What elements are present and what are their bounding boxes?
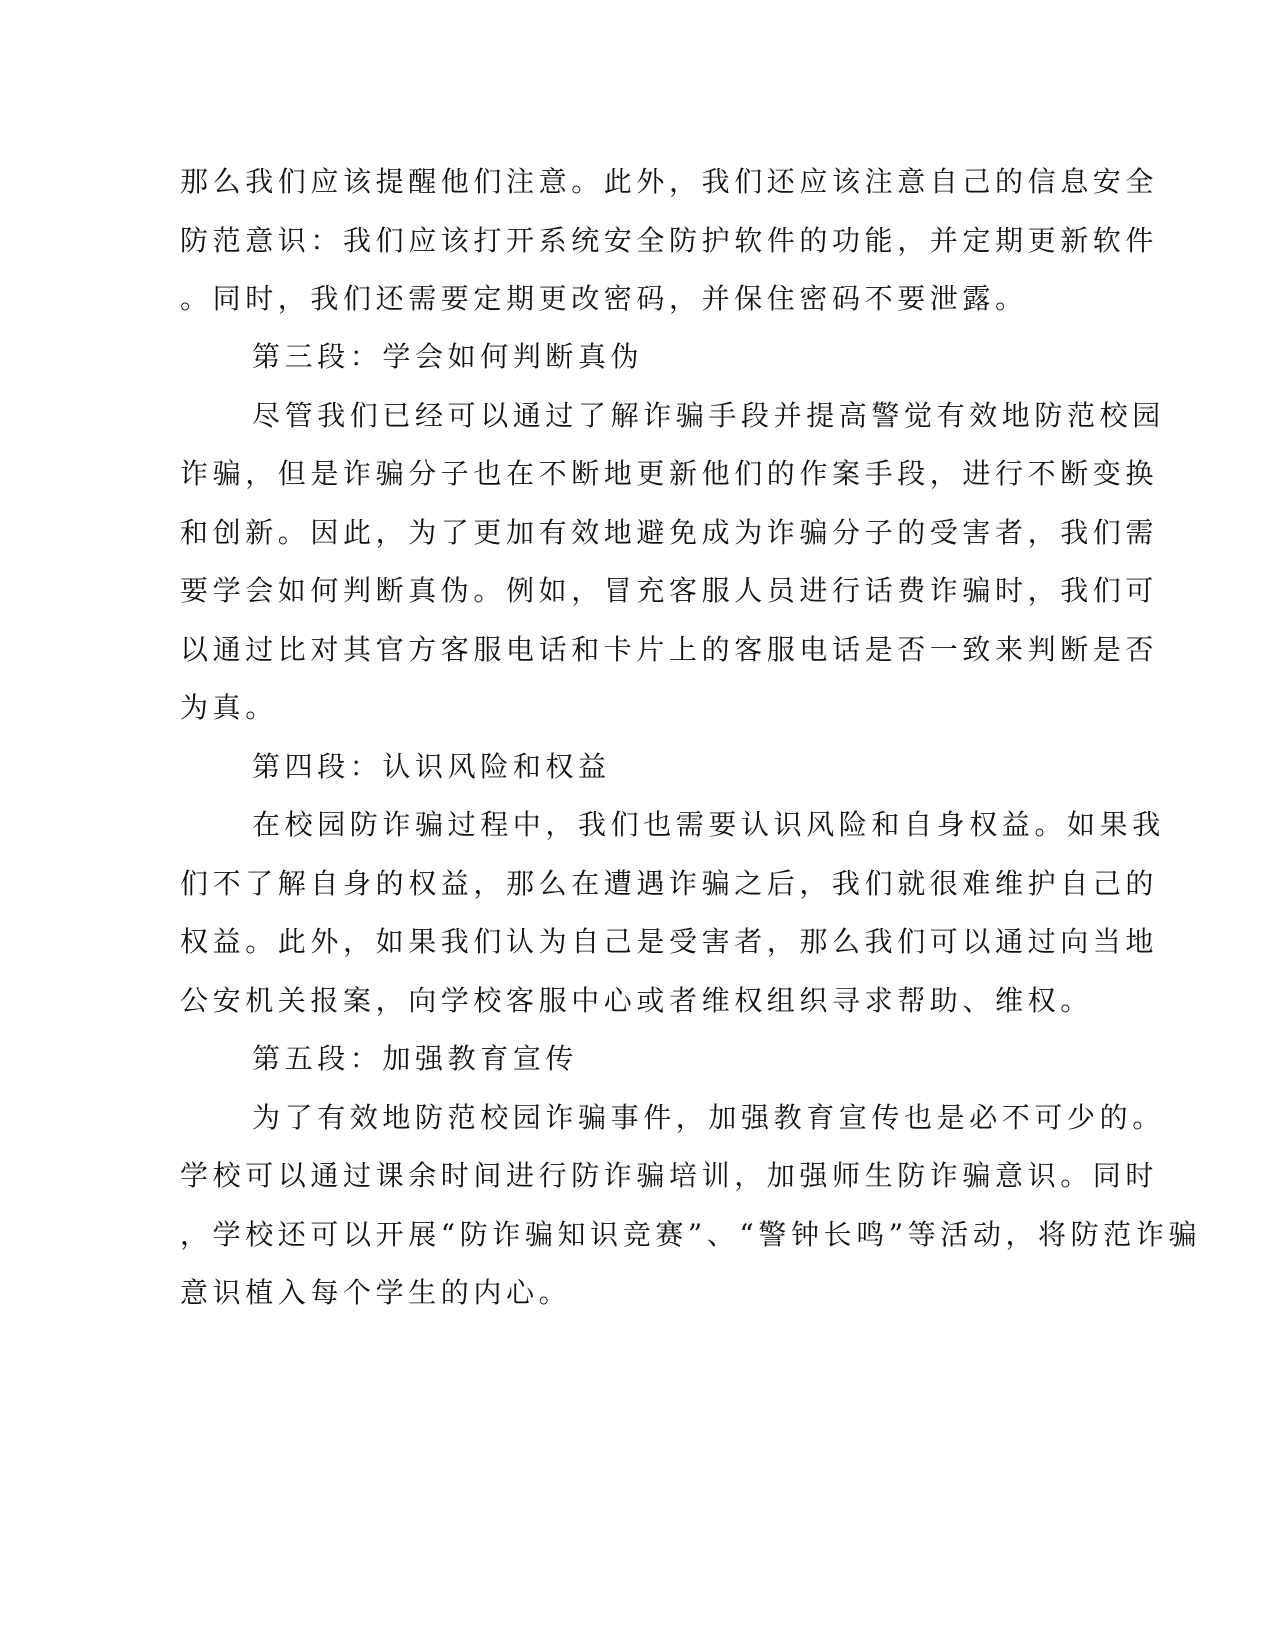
section-heading: 第四段：认识风险和权益 <box>252 750 611 783</box>
text-line: 和创新。因此，为了更加有效地避免成为诈骗分子的受害者，我们需 <box>180 516 1159 549</box>
text-line: 们不了解自身的权益，那么在遭遇诈骗之后，我们就很难维护自己的 <box>180 867 1159 900</box>
text-line: 权益。此外，如果我们认为自己是受害者，那么我们可以通过向当地 <box>180 925 1159 958</box>
text-line: 公安机关报案，向学校客服中心或者维权组织寻求帮助、维权。 <box>180 984 1093 1017</box>
text-line: 为了有效地防范校园诈骗事件，加强教育宣传也是必不可少的。 <box>252 1101 1165 1134</box>
section-heading: 第五段：加强教育宣传 <box>252 1042 579 1075</box>
text-line: ，学校还可以开展“防诈骗知识竞赛”、“警钟长鸣”等活动，将防范诈骗 <box>180 1218 1202 1251</box>
text-line: 为真。 <box>180 691 278 724</box>
text-line: 在校园防诈骗过程中，我们也需要认识风险和自身权益。如果我 <box>252 808 1165 841</box>
section-heading: 第三段：学会如何判断真伪 <box>252 340 644 373</box>
text-line: 尽管我们已经可以通过了解诈骗手段并提高警觉有效地防范校园 <box>252 399 1165 432</box>
text-line: 意识植入每个学生的内心。 <box>180 1276 572 1309</box>
text-line: 要学会如何判断真伪。例如，冒充客服人员进行话费诈骗时，我们可 <box>180 574 1159 607</box>
text-line: 防范意识：我们应该打开系统安全防护软件的功能，并定期更新软件 <box>180 224 1159 257</box>
text-line: 学校可以通过课余时间进行防诈骗培训，加强师生防诈骗意识。同时 <box>180 1159 1159 1192</box>
text-line: 诈骗，但是诈骗分子也在不断地更新他们的作案手段，进行不断变换 <box>180 457 1159 490</box>
text-line: 以通过比对其官方客服电话和卡片上的客服电话是否一致来判断是否 <box>180 633 1159 666</box>
text-line: 那么我们应该提醒他们注意。此外，我们还应该注意自己的信息安全 <box>180 165 1159 198</box>
text-line: 。同时，我们还需要定期更改密码，并保住密码不要泄露。 <box>180 282 1028 315</box>
